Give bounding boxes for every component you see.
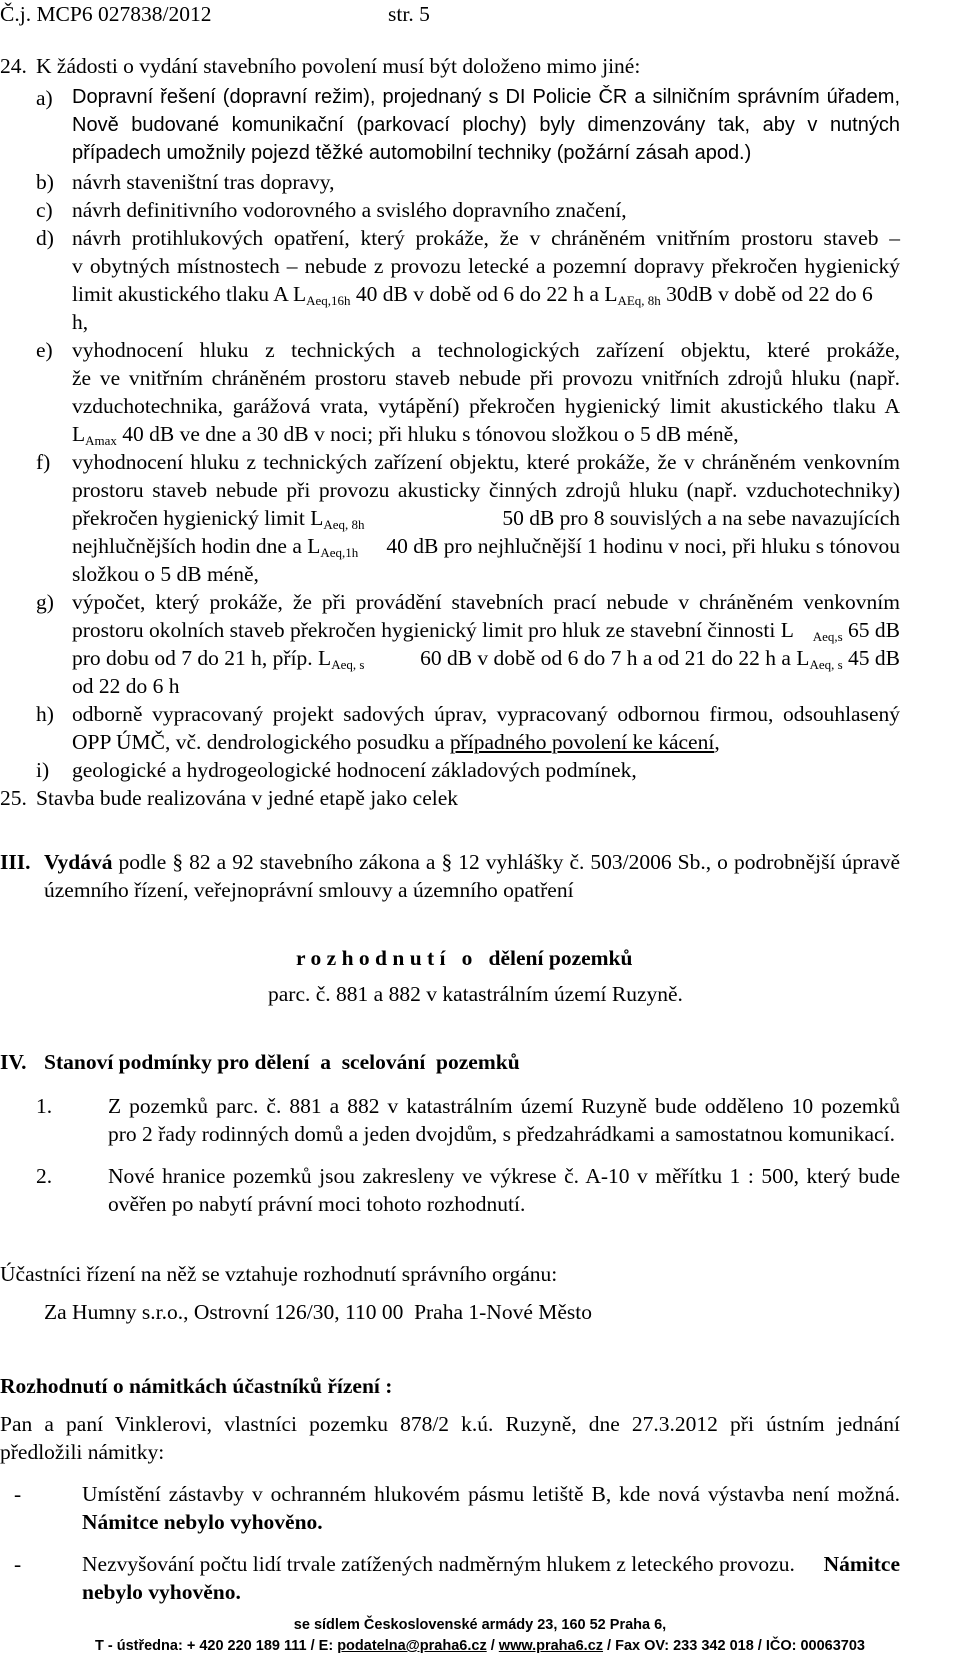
item-f-label: f) — [36, 450, 51, 474]
footer-contacts: T - ústředna: + 420 220 189 111 / E: podatelna@praha6.cz / www.praha6.cz / Fax OV: 233 342 018 / IČO: 00063703 — [94, 1638, 865, 1654]
item-a-label: a) — [36, 86, 53, 110]
item-d-label: d) — [36, 226, 54, 250]
condition-2-line1: Nové hranice pozemků jsou zakresleny ve výkrese č. A-10 v měřítku 1 : 500, který bude — [108, 1164, 900, 1188]
item-a-line1: Dopravní řešení (dopravní režim), projednaný s DI Policie ČR a silničním správním úřadem, — [72, 86, 900, 108]
item-h-label: h) — [36, 702, 54, 726]
item-h-line1: odborně vypracovaný projekt sadových úprav, vypracovaný odbornou firmou, odsouhlasený — [72, 702, 900, 726]
item-e-label: e) — [36, 338, 53, 362]
item-h-line2: OPP ÚMČ, vč. dendrologického posudku a případného povolení ke kácení, — [72, 730, 720, 754]
item-e-line1: vyhodnocení hluku z technických a technologických zařízení objektu, které prokáže, — [72, 338, 900, 362]
objection-1-line1: Umístění zástavby v ochranném hlukovém pásmu letiště B, kde nová výstavba není možná. — [82, 1482, 900, 1506]
item-25-text: Stavba bude realizována v jedné etapě jako celek — [36, 786, 459, 810]
item-g-label: g) — [36, 590, 54, 614]
section-3-line2: územního řízení, veřejnoprávní smlouvy a územního opatření — [44, 878, 574, 902]
objection-2-verdict: nebylo vyhověno. — [82, 1580, 241, 1604]
item-e-line3: vzduchotechnika, garážová vrata, vytápění) překročen hygienický limit akustického tlaku A — [72, 394, 900, 418]
item-f-line3: překročen hygienický limit $L_{Aeq, 8h}$ 50 dB pro 8 souvislých a na sebe navazujících — [72, 506, 900, 532]
item-c-label: c) — [36, 198, 53, 222]
participant-entry: Za Humny s.r.o., Ostrovní 126/30, 110 00 Praha 1-Nové Město — [44, 1300, 592, 1324]
item-g-line3: pro dobu od 7 do 21 h, příp. $L_{Aeq, s}$ 60 dB v době od 6 do 7 h a od 21 do 22 h a $L_{Aeq, s}$ 45 dB — [72, 646, 900, 672]
condition-1-line2: pro 2 řady rodinných domů a jeden dvojdům, s předzahrádkami a samostatnou komunikací. — [108, 1122, 895, 1146]
item-f-line1: vyhodnocení hluku z technických zařízení objektu, které prokáže, že v chráněném venkovním — [72, 450, 900, 474]
item-b-label: b) — [36, 170, 54, 194]
item-i-label: i) — [36, 758, 50, 782]
item-f-line5: složkou o 5 dB méně, — [72, 562, 259, 586]
condition-1-number: 1. — [36, 1094, 53, 1118]
condition-2-line2: ověřen po nabytí právní moci tohoto rozhodnutí. — [108, 1192, 526, 1216]
item-d-line3: limit akustického tlaku A $L_{Aeq,16h}$ 40 dB v době od 6 do 22 h a $L_{AEq, 8h}$ 30dB v době od 22 do 6 — [72, 282, 873, 308]
footer-email-link[interactable]: podatelna@praha6.cz — [337, 1638, 487, 1654]
objection-1-verdict: Námitce nebylo vyhověno. — [82, 1510, 323, 1534]
item-b-line1: návrh staveništní tras dopravy, — [72, 170, 335, 194]
objections-paragraph-line2: předložili námitky: — [0, 1440, 165, 1464]
objection-2-line1: Nezvyšování počtu lidí trvale zatížených nadměrným hlukem z leteckého provozu. Námitce — [82, 1552, 900, 1576]
item-d-line1: návrh protihlukových opatření, který prokáže, že v chráněném vnitřním prostoru staveb – — [72, 226, 900, 250]
item-i-line1: geologické a hydrogeologické hodnocení základových podmínek, — [72, 758, 637, 782]
item-g-line1: výpočet, který prokáže, že při provádění stavebních prací nebude v chráněném venkovním — [72, 590, 900, 614]
footer-address: se sídlem Československé armády 23, 160 52 Praha 6, — [293, 1617, 667, 1633]
item-e-line2: že ve vnitřním chráněném prostoru staveb nebude při provozu vnitřních zdrojů hluku (např. — [72, 366, 900, 390]
participants-heading: Účastníci řízení na něž se vztahuje rozhodnutí správního orgánu: — [0, 1262, 558, 1286]
item-25-number: 25. — [0, 786, 27, 810]
item-f-line2: prostoru staveb nebude při provozu akusticky činných zdrojů hluku (např. vzduchotechniky) — [72, 478, 900, 502]
item-d-line4: h, — [72, 310, 89, 334]
objection-2-bullet: - — [14, 1552, 22, 1576]
document-reference: Č.j. MCP6 027838/2012 — [0, 2, 212, 26]
footer-web-link[interactable]: www.praha6.cz — [498, 1638, 604, 1654]
item-e-line4: $L_{Amax}$ 40 dB ve dne a 30 dB v noci; při hluku s tónovou složkou o 5 dB méně, — [72, 422, 739, 448]
item-f-line4: nejhlučnějších hodin dne a $L_{Aeq,1h}$ 40 dB pro nejhlučnější 1 hodinu v noci, při hluku s tónovou — [72, 534, 900, 560]
section-3-number: III. — [0, 850, 31, 874]
item-24-number: 24. — [0, 54, 27, 78]
item-24-text: K žádosti o vydání stavebního povolení musí být doloženo mimo jiné: — [36, 54, 641, 78]
item-a-line3: případech umožnily pojezd těžké automobilní techniky (požární zásah apod.) — [72, 142, 752, 164]
item-a-line2: Nově budované komunikační (parkovací plochy) byly dimenzovány tak, aby v nutných — [72, 114, 900, 136]
item-c-line1: návrh definitivního vodorovného a svislého dopravního značení, — [72, 198, 627, 222]
item-g-line4: od 22 do 6 h — [72, 674, 180, 698]
decision-title: r o z h o d n u t í o dělení pozemků — [296, 946, 633, 970]
item-d-line2: v obytných místnostech – nebude z provozu letecké a pozemní dopravy překročen hygienický — [72, 254, 900, 278]
objections-heading: Rozhodnutí o námitkách účastníků řízení : — [0, 1374, 393, 1398]
section-4-title: Stanoví podmínky pro dělení a scelování pozemků — [44, 1050, 520, 1074]
condition-2-number: 2. — [36, 1164, 53, 1188]
page-number: str. 5 — [388, 2, 430, 26]
condition-1-line1: Z pozemků parc. č. 881 a 882 v katastrálním území Ruzyně bude odděleno 10 pozemků — [108, 1094, 900, 1118]
section-4-number: IV. — [0, 1050, 27, 1074]
section-3-line1: Vydává podle § 82 a 92 stavebního zákona a § 12 vyhlášky č. 503/2006 Sb., o podrobnější úpravě — [44, 850, 900, 874]
objection-1-bullet: - — [14, 1482, 22, 1506]
objections-paragraph-line1: Pan a paní Vinklerovi, vlastníci pozemku 878/2 k.ú. Ruzyně, dne 27.3.2012 při ústním jednání — [0, 1412, 900, 1436]
item-g-line2: prostoru okolních staveb překročen hygienický limit pro hluk ze stavební činnosti L $_{Aeq,s}$ 65 dB — [72, 618, 900, 644]
decision-subtitle: parc. č. 881 a 882 v katastrálním území Ruzyně. — [268, 982, 683, 1006]
